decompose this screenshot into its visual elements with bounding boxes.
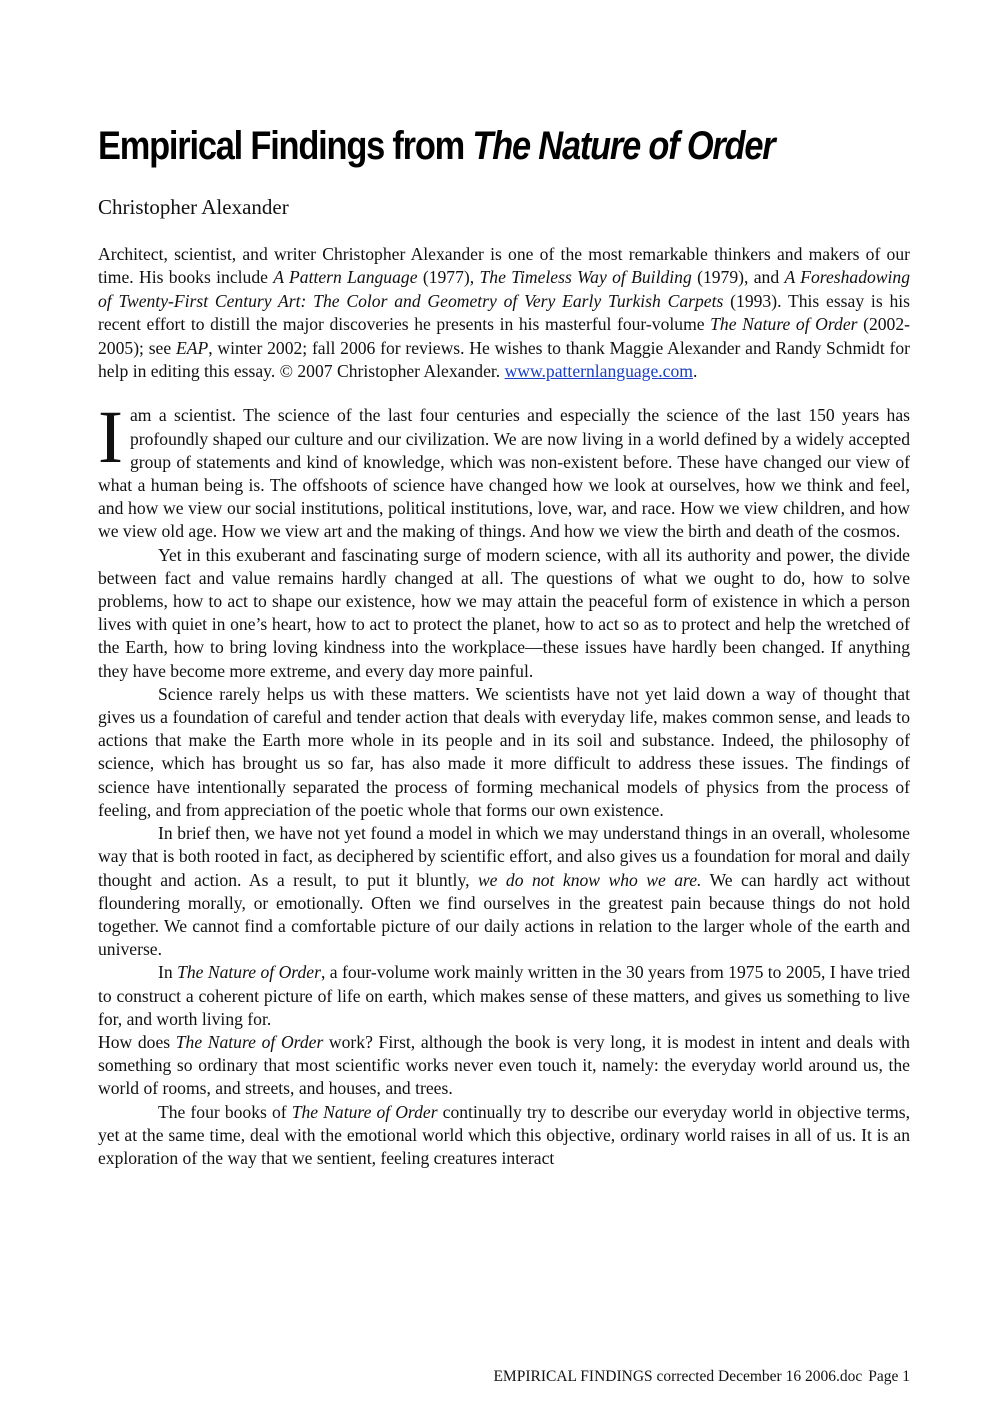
bio-text: (1979), and: [691, 267, 785, 288]
page-footer: [493, 1367, 910, 1387]
paragraph-text: We can hardly act without floundering morally, or emotionally. Often we find ourselves in the greatest pain because things do not hold together. We cannot find a comfortable picture of our daily actions in relation to the larger whole of the earth and universe.: [98, 869, 910, 960]
website-link[interactable]: www.patternlanguage.com: [504, 361, 693, 382]
paragraph-text: In brief then, we have not yet found a model in which we may understand things in an overall, wholesome way that is both rooted in fact, as deciphered by scientific effort, and also gives us a foundation for moral and daily thought and action. As a result, to put it bluntly,: [98, 823, 910, 890]
paragraph-7: [98, 1101, 910, 1171]
emphasis-text: we do not know who we are.: [477, 869, 702, 890]
paragraph-3: Science rarely helps us with these matters. We scientists have not yet laid down a way of thought that gives us a foundation of careful and tender action that deals with everyday life, makes common sense, and leads to actions that make the Earth more whole in its people and in its soil and substance. Indeed, the philosophy of science, which has brought us so far, has also made it more difficult to address these issues. The findings of science have intentionally separated the process of forming mechanical models of physics from the process of feeling, and from appreciation of the poetic whole that forms our own existence.: [98, 683, 910, 820]
paragraph-text: work? First, although the book is very long, it is modest in intent and deals with something so ordinary that most scientific works never even touch it, namely: the everyday world around us, the world of rooms, and streets, and houses, and trees.: [98, 1031, 910, 1099]
paragraph-text: , a four-volume work mainly written in the 30 years from 1975 to 2005, I have tried to construct a coherent picture of life on earth, which makes sense of these matters, and gives us something to live for, and worth living for.: [98, 962, 910, 1029]
footer-page-number: Page 1: [868, 1368, 910, 1385]
bio-text: (1993). This essay is his recent effort to distill the major discoveries he presents in his masterful four-volume: [98, 290, 910, 335]
book-title: A Foreshadowing of Twenty-First Century Art: The Color and Geometry of Very Early Turkish Carpets: [98, 267, 911, 311]
drop-cap: I: [98, 396, 123, 480]
book-title: The Nature of Order: [291, 1101, 438, 1122]
author-bio: [98, 243, 910, 383]
bio-text: Architect, scientist, and writer Christopher Alexander is one of the most remarkable thinkers and makers of our time. His books include: [98, 244, 910, 288]
paragraph-text: continually try to describe our everyday world in objective terms, yet at the same time, deal with the emotional world which this objective, ordinary world raises in all of us. It is an exploration of the way that we sentient, feeling creatures interact: [98, 1101, 911, 1168]
paragraph-text: In: [158, 962, 178, 983]
author-name: Christopher Alexander: [98, 195, 289, 219]
bio-text: (1977),: [417, 267, 480, 288]
title-main: Empirical Findings from: [98, 124, 473, 168]
journal-name: EAP: [175, 337, 209, 358]
paragraph-text: am a scientist. The science of the last four centuries and especially the science of the last 150 years has profoundly shaped our culture and our civilization. We are now living in a world defined by a widely accepted group of statements and kind of knowledge, which was non-existent before. These have changed our view of what a human being is. The offshoots of science have changed how we look at ourselves, how we think and feel, and how we view our social institutions, political institutions, love, war, and race. How we view children, and how we view old age. How we view art and the making of things. And how we view the birth and death of the cosmos.: [98, 405, 910, 542]
book-title: The Nature of Order: [710, 314, 858, 335]
paragraph-text: The four books of: [158, 1101, 292, 1122]
book-title: The Nature of Order: [175, 1031, 324, 1052]
title-book-name: The Nature of Order: [472, 124, 775, 168]
book-title: A Pattern Language: [273, 267, 418, 288]
footer-document-name: EMPIRICAL FINDINGS corrected December 16 2006.doc: [493, 1368, 863, 1385]
paragraph-4: [98, 822, 910, 961]
paragraph-5: [98, 961, 910, 1031]
paragraph-1: [98, 396, 910, 543]
bio-text: .: [692, 361, 698, 382]
paragraph-text: How does: [98, 1031, 176, 1052]
bio-text: (2002-2005); see: [98, 314, 910, 358]
essay-body: [98, 396, 911, 1170]
paragraph-2: Yet in this exuberant and fascinating surge of modern science, with all its authority and power, the divide between fact and value remains hardly changed at all. The questions of what we ought to do, how to solve problems, how to act to shape our existence, how we may attain the peaceful form of existence in which a person lives with quiet in one’s heart, how to act to protect the planet, how to act so as to protect and help the wretched of the Earth, how to bring loving kindness into the workplace—these issues have hardly been changed. If anything they have become more extreme, and every day more painful.: [98, 544, 910, 681]
book-title: The Nature of Order: [177, 962, 321, 983]
page-title: [98, 122, 796, 170]
bio-text: , winter 2002; fall 2006 for reviews. He wishes to thank Maggie Alexander and Randy Schmidt for help in editing this essay. © 2007 Christopher Alexander.: [98, 337, 910, 382]
document-page: [98, 122, 910, 1170]
paragraph-6: [98, 1031, 910, 1101]
book-title: The Timeless Way of Building: [479, 267, 692, 288]
